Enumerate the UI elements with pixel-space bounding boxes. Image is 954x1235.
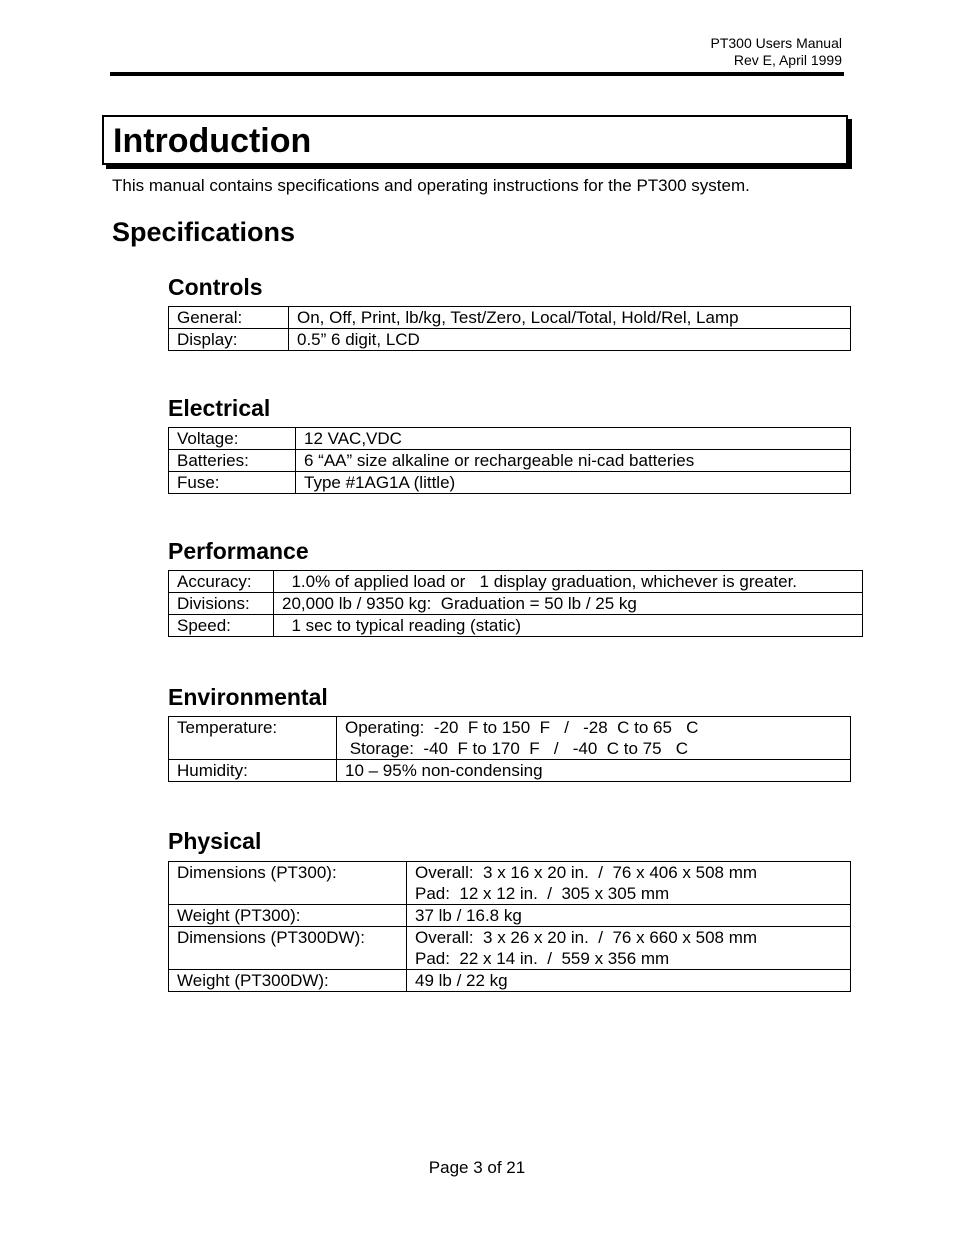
electrical-heading: Electrical <box>168 395 271 421</box>
spec-value: 1 sec to typical reading (static) <box>274 615 863 637</box>
environmental-table <box>168 716 851 782</box>
spec-label: Weight (PT300): <box>169 905 407 927</box>
page-number: Page 3 of 21 <box>428 1158 526 1177</box>
spec-value: 1.0% of applied load or 1 display graduation, whichever is greater. <box>274 571 863 593</box>
spec-value: On, Off, Print, lb/kg, Test/Zero, Local/Total, Hold/Rel, Lamp <box>289 307 851 329</box>
table-row <box>169 329 851 351</box>
table-row <box>169 760 851 782</box>
spec-value: Overall: 3 x 26 x 20 in. / 76 x 660 x 508 mm Pad: 22 x 14 in. / 559 x 356 mm <box>407 927 851 970</box>
spec-label: General: <box>169 307 289 329</box>
spec-value: Operating: -20 F to 150 F / -28 C to 65 C Storage: -40 F to 170 F / -40 C to 75 C <box>337 717 851 760</box>
spec-label: Dimensions (PT300DW): <box>169 927 407 970</box>
table-row <box>169 472 851 494</box>
chapter-title: Introduction <box>113 122 312 160</box>
spec-label: Voltage: <box>169 428 296 450</box>
table-row <box>169 717 851 760</box>
table-row <box>169 970 851 992</box>
spec-value: 12 VAC,VDC <box>296 428 851 450</box>
controls-table <box>168 306 851 351</box>
header-rule <box>110 72 844 76</box>
header-manual-title: PT300 Users Manual <box>710 35 842 51</box>
spec-label: Accuracy: <box>169 571 274 593</box>
spec-label: Batteries: <box>169 450 296 472</box>
spec-value: 49 lb / 22 kg <box>407 970 851 992</box>
controls-heading: Controls <box>168 274 263 300</box>
spec-label: Display: <box>169 329 289 351</box>
table-row <box>169 615 863 637</box>
spec-value: 20,000 lb / 9350 kg: Graduation = 50 lb / 25 kg <box>274 593 863 615</box>
table-row <box>169 307 851 329</box>
page-header <box>710 35 842 69</box>
intro-paragraph: This manual contains specifications and operating instructions for the PT300 system. <box>112 176 750 195</box>
table-row <box>169 905 851 927</box>
header-revision: Rev E, April 1999 <box>733 52 842 68</box>
table-row <box>169 571 863 593</box>
table-row <box>169 450 851 472</box>
physical-heading: Physical <box>168 828 262 854</box>
spec-value: Type #1AG1A (little) <box>296 472 851 494</box>
spec-value: 0.5” 6 digit, LCD <box>289 329 851 351</box>
table-row <box>169 428 851 450</box>
spec-label: Fuse: <box>169 472 296 494</box>
chapter-title-box <box>102 115 848 165</box>
table-row <box>169 593 863 615</box>
spec-value: 6 “AA” size alkaline or rechargeable ni-cad batteries <box>296 450 851 472</box>
spec-value: Overall: 3 x 16 x 20 in. / 76 x 406 x 508 mm Pad: 12 x 12 in. / 305 x 305 mm <box>407 862 851 905</box>
spec-label: Temperature: <box>169 717 337 760</box>
physical-table <box>168 861 851 992</box>
spec-label: Divisions: <box>169 593 274 615</box>
performance-heading: Performance <box>168 538 309 564</box>
specifications-heading: Specifications <box>112 217 296 247</box>
table-row <box>169 927 851 970</box>
spec-value: 37 lb / 16.8 kg <box>407 905 851 927</box>
electrical-table <box>168 427 851 494</box>
spec-label: Dimensions (PT300): <box>169 862 407 905</box>
spec-value: 10 – 95% non-condensing <box>337 760 851 782</box>
spec-label: Humidity: <box>169 760 337 782</box>
spec-label: Speed: <box>169 615 274 637</box>
environmental-heading: Environmental <box>168 684 328 710</box>
performance-table <box>168 570 863 637</box>
table-row <box>169 862 851 905</box>
spec-label: Weight (PT300DW): <box>169 970 407 992</box>
